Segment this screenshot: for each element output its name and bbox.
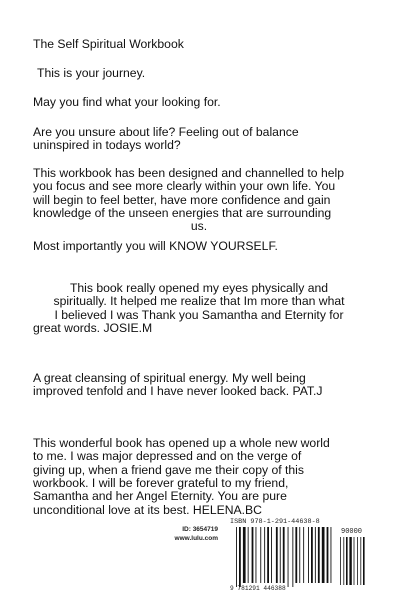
testimonial-line: spiritually. It helped me realize that Im more than what xyxy=(53,294,345,308)
testimonial-line: great words. JOSIE.M xyxy=(33,321,153,335)
testimonial-line: workbook. I will be forever grateful to my friend, xyxy=(33,476,289,490)
isbn-barcode xyxy=(230,518,370,594)
emphasis-line: Most importantly you will KNOW YOURSELF. xyxy=(33,239,278,253)
book-title: The Self Spiritual Workbook xyxy=(33,37,184,51)
testimonial-line: improved tenfold and I have never looked back. PAT.J xyxy=(33,384,323,398)
publisher-id-block xyxy=(153,525,218,543)
journey-line: This is your journey. xyxy=(37,66,146,80)
ean-digits: 9 781291 446388 xyxy=(230,585,286,592)
testimonial-line: giving up, when a friend gave me their copy of this xyxy=(33,463,304,477)
price-code: 90000 xyxy=(341,528,363,536)
testimonial-line: A great cleansing of spiritual energy. My well being xyxy=(33,371,306,385)
description-line: will begin to feel better, have more confidence and gain xyxy=(33,193,331,207)
testimonial-line: Samantha and her Angel Eternity. You are pure xyxy=(33,489,287,503)
barcode-icon xyxy=(230,518,370,594)
testimonial-line: This wonderful book has opened up a whole new world xyxy=(33,436,330,450)
description-line: you focus and see more clearly within your own life. You xyxy=(33,179,336,193)
question-line: uninspired in todays world? xyxy=(33,138,181,152)
description-line: This workbook has been designed and channelled to help xyxy=(33,166,345,180)
testimonial-line: to me. I was major depressed and on the verge of xyxy=(33,449,302,463)
isbn-label: ISBN 978-1-291-44638-8 xyxy=(230,518,320,526)
testimonial-line: This book really opened my eyes physically and xyxy=(69,281,329,295)
testimonial-line: I believed I was Thank you Samantha and Eternity for xyxy=(54,308,344,322)
wish-line: May you find what your looking for. xyxy=(33,95,221,109)
publisher-id: ID: 3654719 xyxy=(182,526,218,533)
question-line: Are you unsure about life? Feeling out of balance xyxy=(33,125,299,139)
description-line: us. xyxy=(190,219,208,233)
description-line: knowledge of the unseen energies that are surrounding xyxy=(33,206,332,220)
testimonial-line: unconditional love at its best. HELENA.BC xyxy=(33,503,262,517)
publisher-site: www.lulu.com xyxy=(174,535,218,542)
